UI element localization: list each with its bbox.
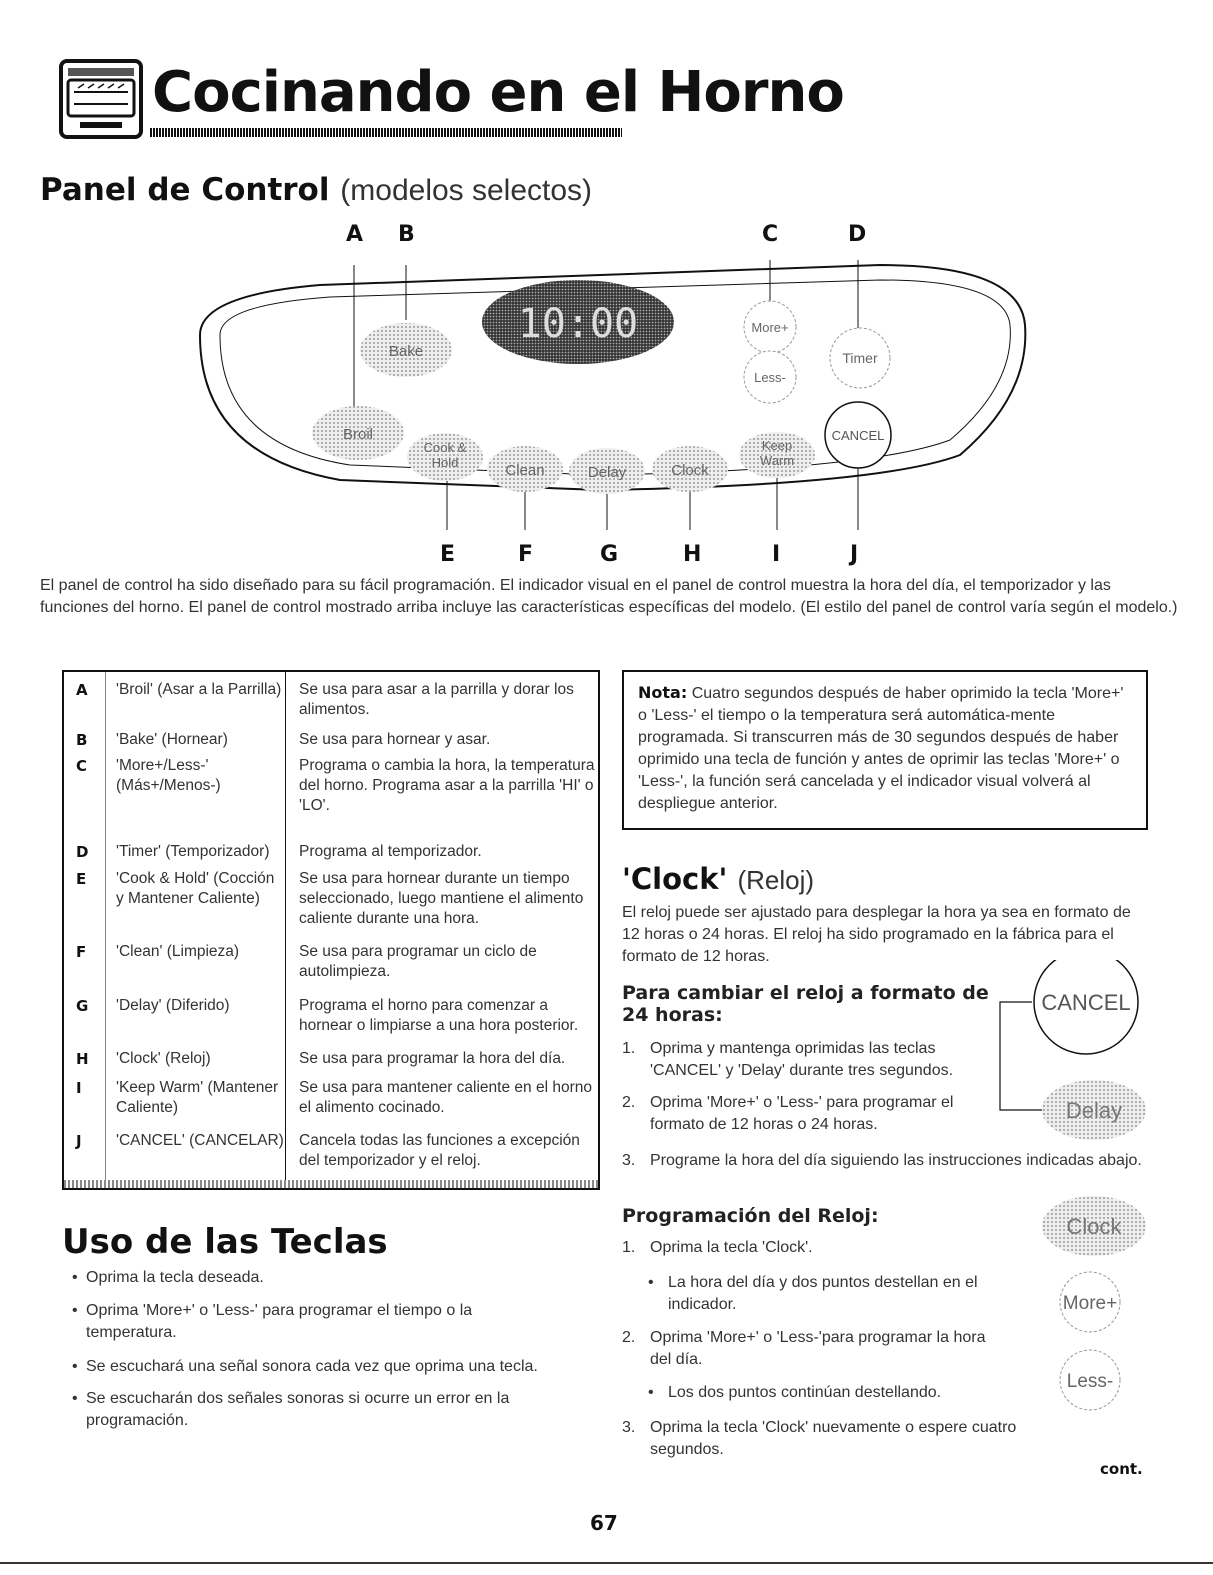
panel-label-f: F — [518, 542, 534, 567]
programming-substep: • Los dos puntos continúan destellando. — [648, 1384, 942, 1401]
side-delay-label: Delay — [1065, 1098, 1123, 1123]
side-more-label: More+ — [1062, 1293, 1118, 1314]
panel-label-d: D — [848, 222, 867, 247]
programming-step: 1. Oprima la tecla 'Clock'. — [622, 1239, 813, 1256]
format-step: 2. Oprima 'More+' o 'Less-' para programar el formato de 12 horas o 24 horas. — [622, 1094, 954, 1133]
side-less-label: Less- — [1066, 1371, 1114, 1392]
programming-substep: • La hora del día y dos puntos destellan en el indicador. — [648, 1274, 978, 1313]
keep-warm-key-label-1: Keep — [761, 438, 793, 453]
keep-warm-key-label-2: Warm — [759, 453, 795, 468]
panel-label-g: G — [600, 542, 619, 567]
side-keys-graphic — [990, 960, 1160, 1280]
panel-label-h: H — [683, 542, 702, 567]
clock-key-label: Clock — [671, 462, 709, 479]
bake-key-label: Bake — [388, 343, 424, 360]
more-key-label: More+ — [751, 320, 789, 335]
broil-key-label: Broil — [342, 426, 374, 443]
clock-intro: El reloj puede ser ajustado para desplegar la hora ya sea en formato de 12 horas o 24 horas. El reloj ha sido programado en la fábrica para el formato de 12 horas. — [622, 904, 1131, 965]
side-clock-label: Clock — [1066, 1214, 1122, 1239]
side-cancel-label: CANCEL — [1041, 990, 1131, 1015]
panel-label-b: B — [398, 222, 415, 247]
clean-key-label: Clean — [505, 462, 545, 479]
uso-bullet: • Oprima la tecla deseada. — [72, 1269, 264, 1286]
programming-step: 3. Oprima la tecla 'Clock' nuevamente o espere cuatro segundos. — [622, 1419, 1017, 1458]
cook-hold-key-label-1: Cook & — [423, 440, 467, 455]
table-bottom-strip — [64, 1180, 598, 1188]
note-box — [622, 670, 1148, 830]
key-reference-table: A 'Broil' (Asar a la Parrilla) Se usa para asar a la parrilla y dorar los alimentos. B 'Bake' (Hornear) Se usa para hornear y asar. C 'More+/Less-' (Más+/Menos-) Programa o cambia la hora, la temperatura del horno. Programa asar a la parrilla 'HI' o 'LO'. D 'Timer' (Temporizador) Programa al temporizador. E 'Cook & Hold' (Cocción y Mantener Caliente) Se usa para hornear durante un tiempo seleccionado, luego mantiene el alimento caliente durante una hora. F 'Clean' (Limpieza) Se usa para programar un ciclo de autolimpieza. G 'Delay' (Diferido) Programa el horno para comenzar a hornear o limpiarse a una hora posterior. H 'Clock' (Reloj) Se usa para programar la hora del día. I 'Keep Warm' (Mantener Caliente) Se usa para mantener caliente en el horno el alimento cocinado. J 'CANCEL' (CANCELAR) Cancela todas las funciones a excepción del temporizador y el reloj. — [62, 670, 600, 1190]
panel-section-title: Panel de Control (modelos selectos) — [40, 172, 593, 208]
less-key-label: Less- — [754, 370, 786, 385]
intro-paragraph: El panel de control ha sido diseñado para su fácil programación. El indicador visual en el panel de control muestra la hora del día, el temporizador y las funciones del horno. El panel de control mostrado arriba incluye las características específicas del modelo. (El estilo del panel de control varía según el modelo.) — [40, 577, 1178, 616]
uso-section-title: Uso de las Teclas — [62, 1222, 388, 1262]
page-header-title: Cocinando en el Horno — [152, 60, 844, 125]
panel-label-e: E — [440, 542, 456, 567]
format-step: 3. Programe la hora del día siguiendo las instrucciones indicadas abajo. — [622, 1152, 1142, 1169]
cancel-key-label: CANCEL — [831, 428, 885, 443]
continued-label: cont. — [1100, 1460, 1143, 1478]
note-label: Nota: — [638, 683, 688, 702]
uso-bullet: • Oprima 'More+' o 'Less-' para programar el tiempo o la temperatura. — [72, 1302, 473, 1341]
delay-key-label: Delay — [587, 464, 627, 481]
oven-icon — [58, 58, 144, 140]
format-step: 1. Oprima y mantenga oprimidas las teclas 'CANCEL' y 'Delay' durante tres segundos. — [622, 1040, 954, 1079]
uso-bullet: • Se escuchará una señal sonora cada vez que oprima una tecla. — [72, 1358, 538, 1375]
page-number: 67 — [590, 1511, 618, 1535]
panel-label-i: I — [772, 542, 781, 567]
clock-section-title: 'Clock' (Reloj) — [622, 862, 815, 896]
cook-hold-key-label-2: Hold — [431, 455, 459, 470]
side-more-less-graphic — [1030, 1268, 1150, 1418]
panel-label-j: J — [850, 542, 859, 567]
timer-key-label: Timer — [842, 350, 878, 366]
header-rule — [150, 128, 622, 137]
panel-display: 10:00 — [517, 301, 639, 347]
uso-bullet: • Se escucharán dos señales sonoras si ocurre un error en la programación. — [72, 1390, 510, 1429]
control-panel-diagram — [180, 225, 1040, 545]
programming-subtitle: Programación del Reloj: — [622, 1205, 879, 1227]
programming-step: 2. Oprima 'More+' o 'Less-'para programar la hora del día. — [622, 1329, 986, 1368]
format-subtitle: Para cambiar el reloj a formato de 24 horas: — [622, 982, 989, 1026]
panel-label-c: C — [762, 222, 779, 247]
bottom-rule — [0, 1562, 1213, 1564]
note-text: Cuatro segundos después de haber oprimido la tecla 'More+' o 'Less-' el tiempo o la temperatura será automática-mente programada. Si transcurren más de 30 segundos después de haber oprimido una tecla de función y antes de oprimir las teclas 'More+' o 'Less-', la función será cancelada y el indicador visual volverá al despliegue anterior. — [638, 685, 1124, 812]
panel-label-a: A — [346, 222, 364, 247]
